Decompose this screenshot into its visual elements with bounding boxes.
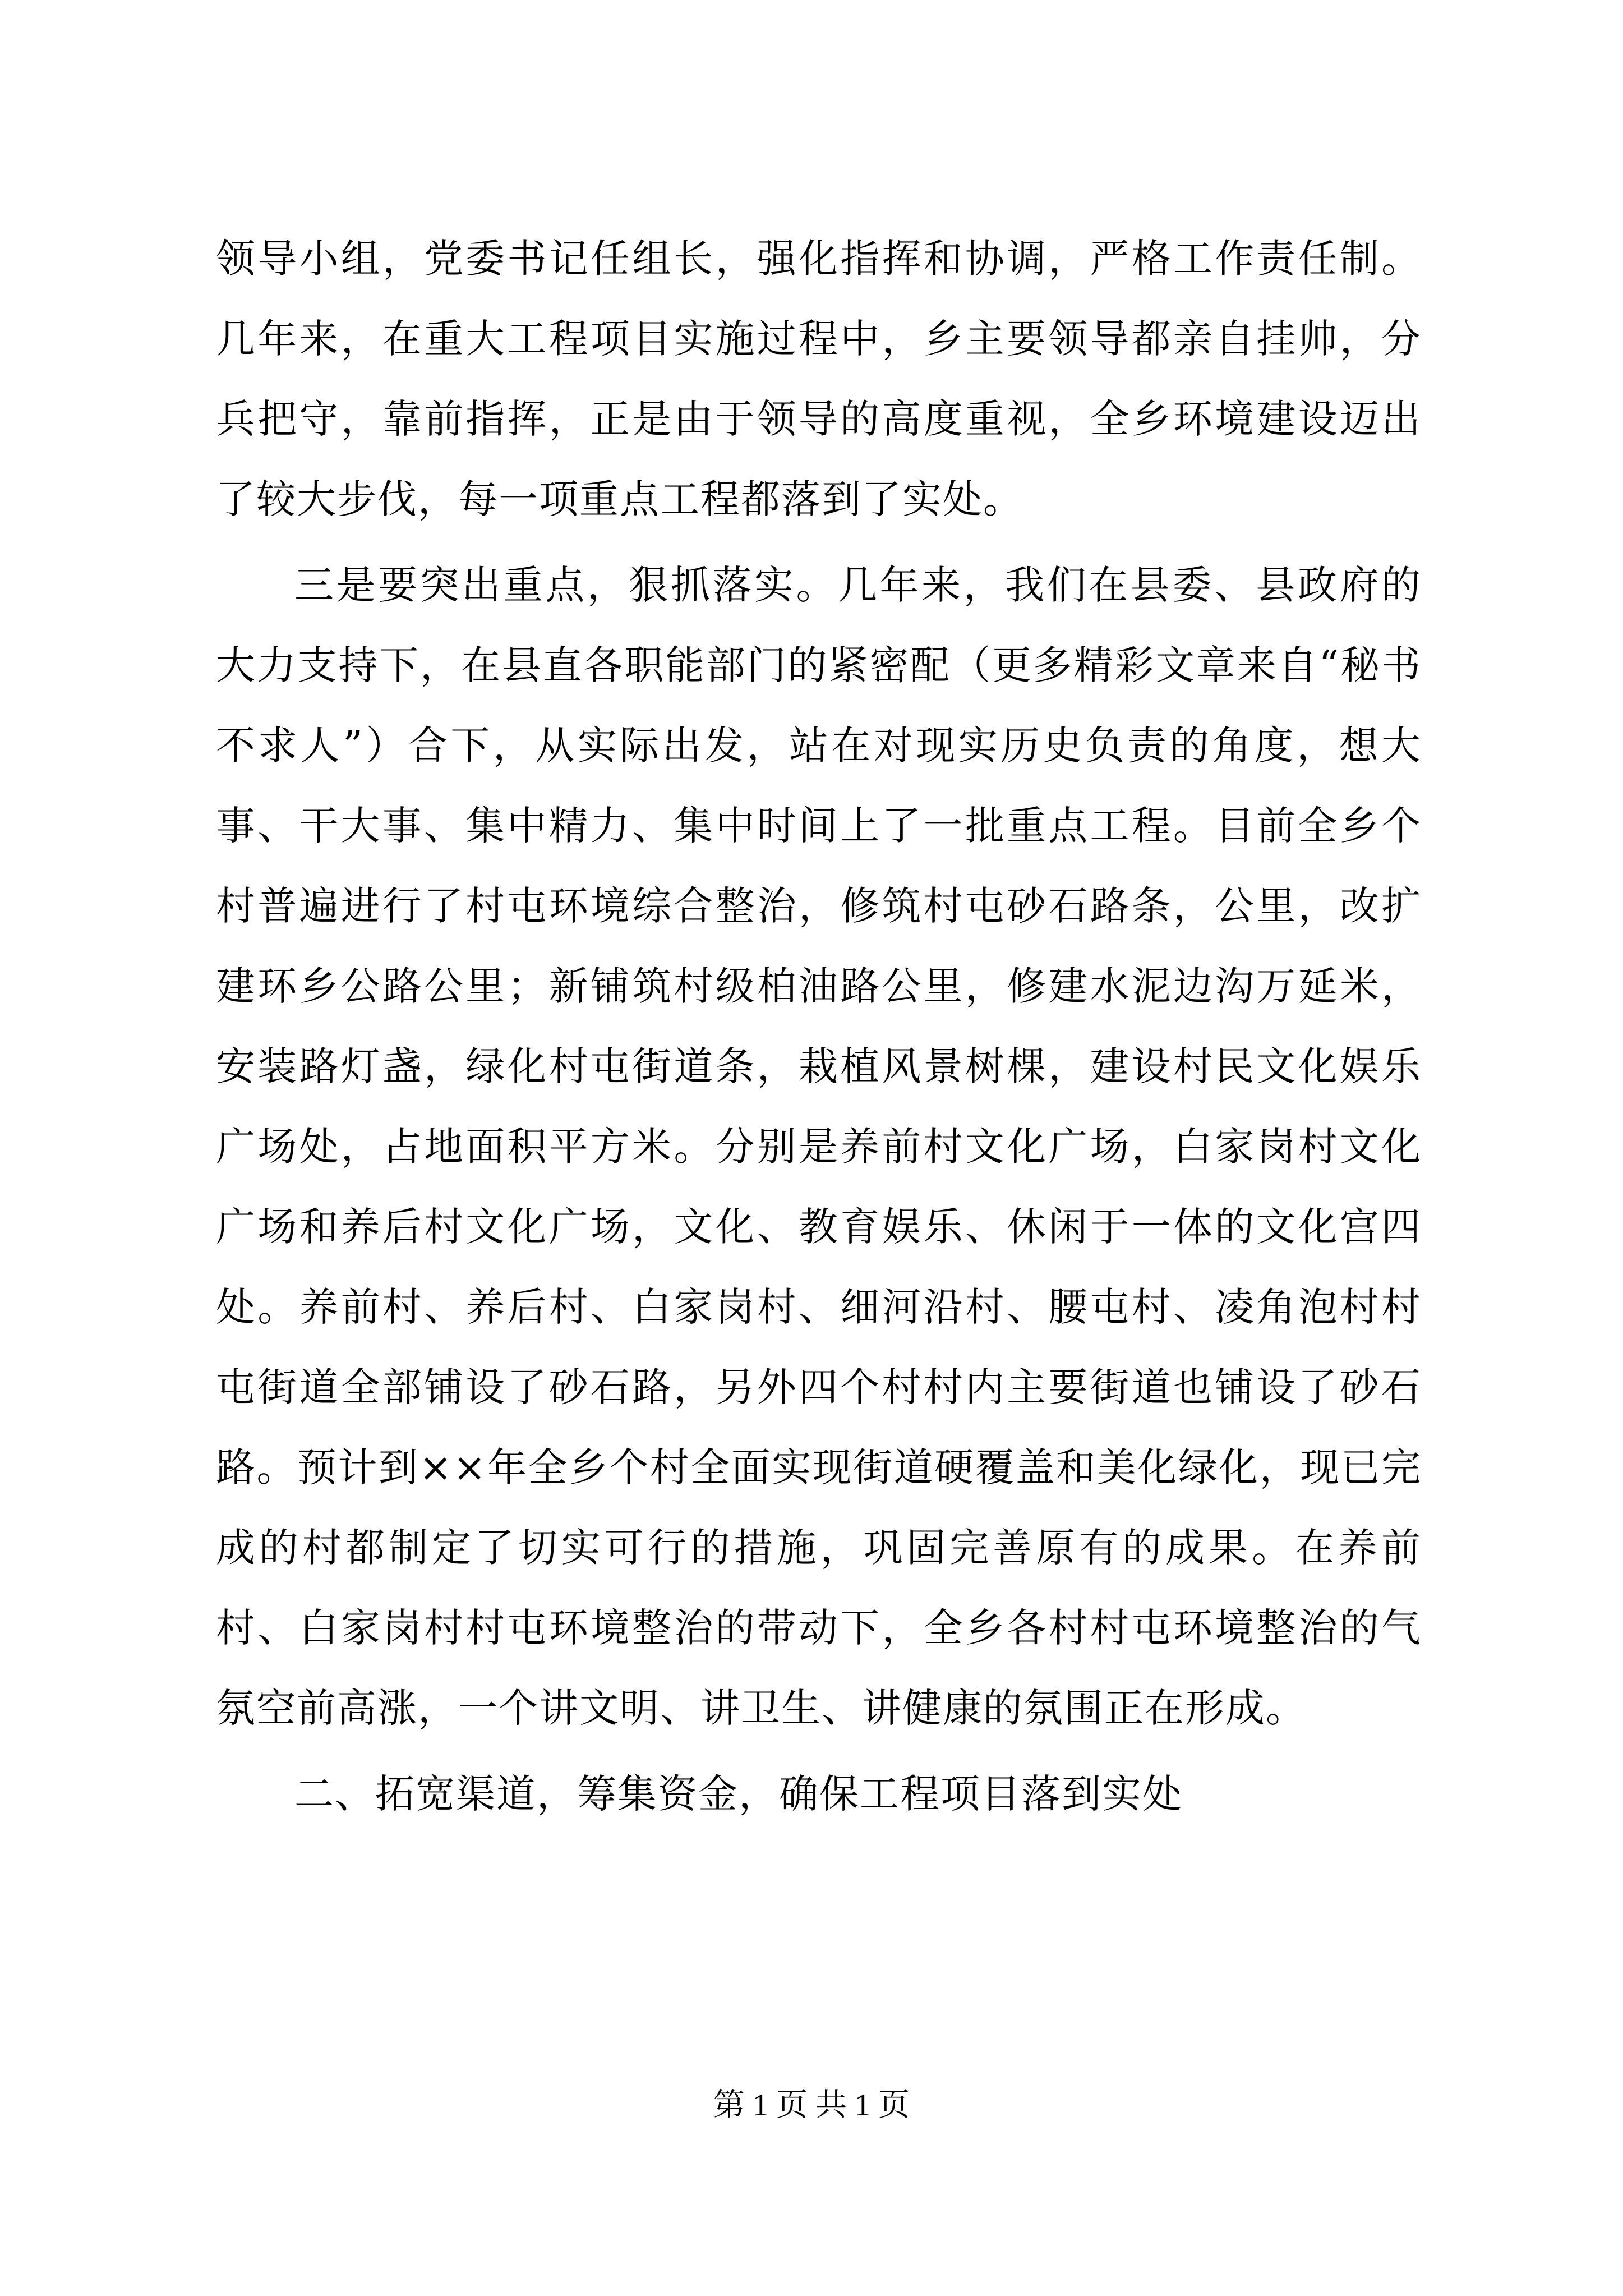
page-footer: 第 1 页 共 1 页 [713,2088,910,2123]
paragraph-leadership: 领导小组，党委书记任组长，强化指挥和协调，严格工作责任制。几年来，在重大工程项目实施过程中，乡主要领导都亲自挂帅，分兵把守，靠前指挥，正是由于领导的高度重视，全乡环境建设迈出了较大步伐，每一项重点工程都落到了实处。 [216,236,1422,522]
section-heading: 二、拓宽渠道，筹集资金，确保工程项目落到实处 [294,1771,1183,1817]
document-body [216,219,1422,1834]
paragraph-key-projects: 三是要突出重点，狠抓落实。几年来，我们在县委、县政府的大力支持下，在县直各职能部门的紧密配（更多精彩文章来自“秘书不求人”）合下，从实际出发，站在对现实历史负责的角度，想大事、干大事、集中精力、集中时间上了一批重点工程。目前全乡个村普遍进行了村屯环境综合整治，修筑村屯砂石路条，公里，改扩建环乡公路公里；新铺筑村级柏油路公里，修建水泥边沟万延米，安装路灯盏，绿化村屯街道条，栽植风景树棵，建设村民文化娱乐广场处，占地面积平方米。分别是养前村文化广场，白家岗村文化广场和养后村文化广场，文化、教育娱乐、休闲于一体的文化宫四处。养前村、养后村、白家岗村、细河沿村、腰屯村、凌角泡村村屯街道全部铺设了砂石路，另外四个村村内主要街道也铺设了砂石路。预计到××年全乡个村全面实现街道硬覆盖和美化绿化，现已完成的村都制定了切实可行的措施，巩固完善原有的成果。在养前村、白家岗村村屯环境整治的带动下，全乡各村村屯环境整治的气氛空前高涨，一个讲文明、讲卫生、讲健康的氛围正在形成。 [216,562,1422,1731]
